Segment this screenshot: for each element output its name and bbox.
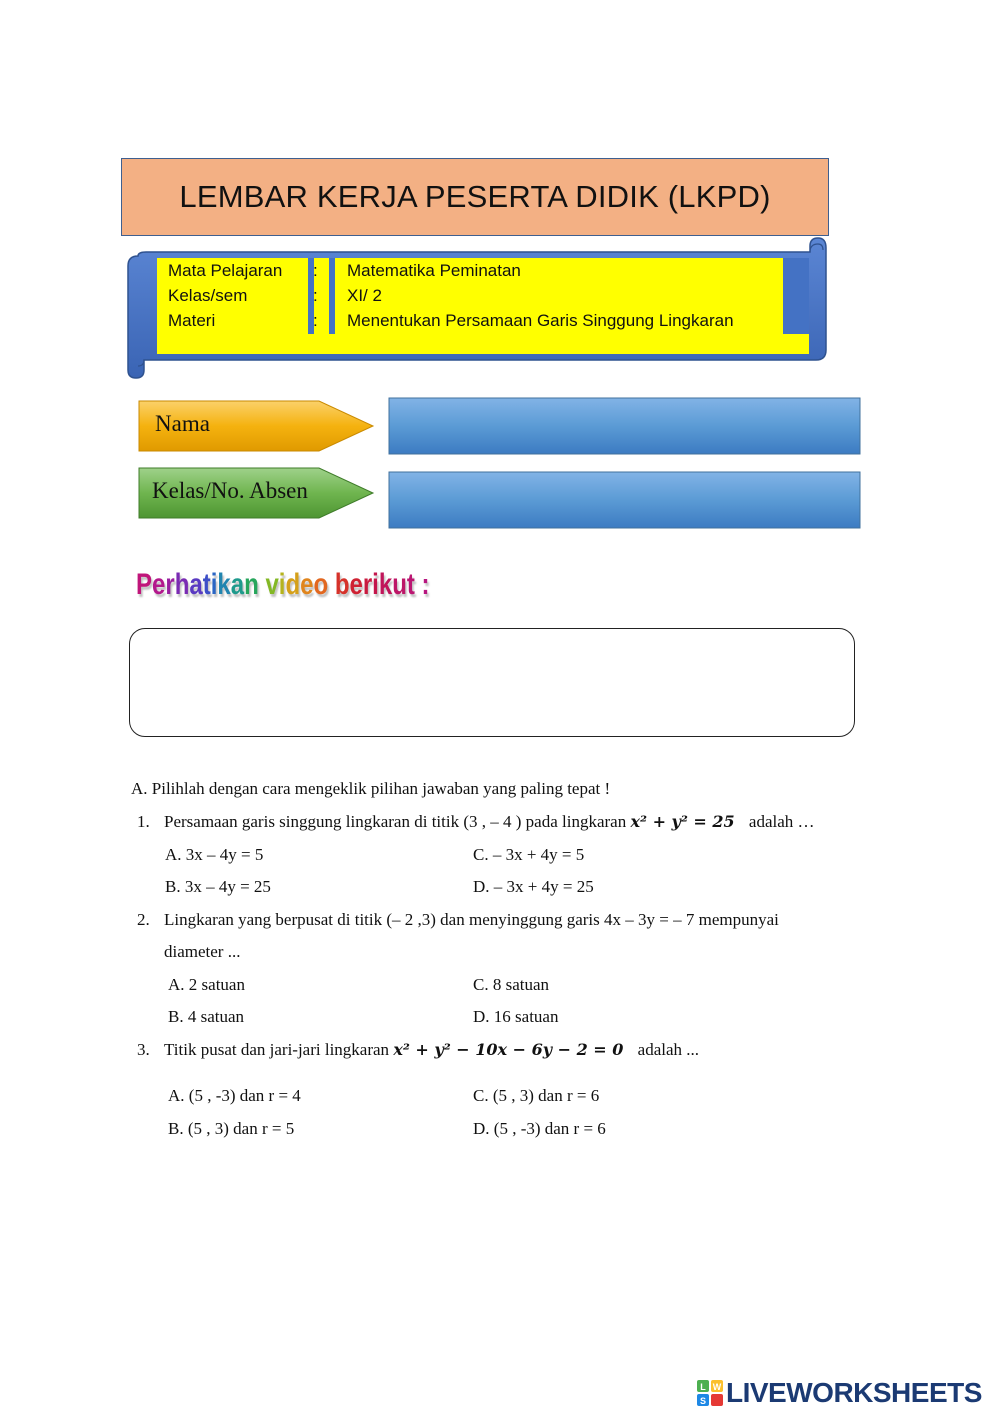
info-value: Menentukan Persamaan Garis Singgung Lingkaran xyxy=(347,310,734,330)
logo-icon-letter: S xyxy=(699,1396,707,1406)
video-heading-char: k xyxy=(378,568,393,601)
video-heading-char: r xyxy=(362,568,373,601)
worksheet-title-text: LEMBAR KERJA PESERTA DIDIK (LKPD) xyxy=(179,179,771,214)
video-heading-char: e xyxy=(349,568,363,601)
video-embed-box[interactable] xyxy=(129,628,855,737)
info-value: Matematika Peminatan xyxy=(347,260,521,280)
question-text-end: adalah … xyxy=(748,812,815,831)
video-heading-char: e xyxy=(152,568,166,601)
question-text-end: adalah ... xyxy=(637,1040,700,1059)
video-heading-char: a xyxy=(189,568,203,601)
video-heading-char: i xyxy=(372,568,379,601)
video-heading-char xyxy=(415,568,422,601)
question-3 xyxy=(137,1040,699,1060)
question-2 xyxy=(137,910,779,930)
info-sep: : xyxy=(313,285,318,305)
nama-input[interactable] xyxy=(388,397,861,455)
question-2-line2: diameter ... xyxy=(164,942,241,961)
info-label: Kelas/sem xyxy=(168,285,248,305)
video-heading xyxy=(136,568,430,602)
liveworksheets-logo[interactable] xyxy=(697,1377,982,1409)
video-heading-char: u xyxy=(392,568,407,601)
logo-icon-letter: L xyxy=(700,1382,706,1392)
video-heading-char: o xyxy=(313,568,329,601)
question-1 xyxy=(137,812,815,832)
q1-option-c[interactable]: C. – 3x + 4y = 5 xyxy=(473,845,585,864)
q3-option-b[interactable]: B. (5 , 3) dan r = 5 xyxy=(168,1119,295,1138)
question-number: 2. xyxy=(137,910,150,929)
q1-option-d[interactable]: D. – 3x + 4y = 25 xyxy=(473,877,594,896)
video-heading-char: i xyxy=(278,568,286,601)
video-heading-char: a xyxy=(230,568,245,601)
liveworksheets-icon xyxy=(697,1380,723,1406)
question-text: Lingkaran yang berpusat di titik (– 2 ,3) dan menyinggung garis 4x – 3y = – 7 mempunyai xyxy=(164,910,779,929)
video-heading-char xyxy=(259,568,266,601)
video-heading-char: P xyxy=(136,568,153,601)
section-a-instruction: A. Pilihlah dengan cara mengeklik pilihan jawaban yang paling tepat ! xyxy=(131,779,611,798)
video-heading-char: k xyxy=(217,568,231,601)
video-heading-char: i xyxy=(210,568,218,601)
kelas-input-bg xyxy=(388,471,861,529)
info-scroll-banner xyxy=(126,236,831,380)
video-heading-char: b xyxy=(334,568,350,601)
video-heading-char xyxy=(328,568,335,601)
info-row-class xyxy=(157,283,809,308)
question-math: x² + y² − 10x − 6y − 2 = 0 xyxy=(393,1040,624,1059)
video-heading-char: e xyxy=(300,568,314,601)
question-number: 3. xyxy=(137,1040,150,1059)
video-heading-char: h xyxy=(174,568,190,601)
question-text: Persamaan garis singgung lingkaran di titik (3 , – 4 ) pada lingkaran xyxy=(164,812,627,831)
nama-input-bg xyxy=(388,397,861,455)
info-sep: : xyxy=(313,310,318,330)
video-heading-char: v xyxy=(265,568,279,601)
info-label: Materi xyxy=(168,310,216,330)
q1-option-b[interactable]: B. 3x – 4y = 25 xyxy=(165,877,271,896)
video-heading-char: : xyxy=(421,568,430,601)
q2-option-d[interactable]: D. 16 satuan xyxy=(473,1007,559,1026)
info-label: Mata Pelajaran xyxy=(168,260,283,280)
q2-option-c[interactable]: C. 8 satuan xyxy=(473,975,550,994)
q2-option-a[interactable]: A. 2 satuan xyxy=(168,975,245,994)
q3-option-d[interactable]: D. (5 , -3) dan r = 6 xyxy=(473,1119,606,1138)
video-heading-char: t xyxy=(202,568,211,601)
info-sep: : xyxy=(313,260,318,280)
video-heading-char: n xyxy=(244,568,259,601)
q3-option-c[interactable]: C. (5 , 3) dan r = 6 xyxy=(473,1086,600,1105)
q3-option-a[interactable]: A. (5 , -3) dan r = 4 xyxy=(168,1086,301,1105)
nama-tag xyxy=(137,398,377,454)
question-number: 1. xyxy=(137,812,150,831)
info-row-material xyxy=(157,308,809,333)
q1-option-a[interactable]: A. 3x – 4y = 5 xyxy=(165,845,264,864)
info-row-subject xyxy=(157,258,809,283)
info-table xyxy=(157,258,809,333)
question-text: Titik pusat dan jari-jari lingkaran xyxy=(164,1040,390,1059)
kelas-tag xyxy=(137,465,377,521)
kelas-input[interactable] xyxy=(388,471,861,529)
liveworksheets-logo-text: LIVEWORKSHEETS xyxy=(726,1377,982,1408)
video-heading-char: d xyxy=(285,568,301,601)
q2-option-b[interactable]: B. 4 satuan xyxy=(168,1007,245,1026)
video-heading-char: r xyxy=(165,568,175,601)
nama-label: Nama xyxy=(155,411,210,436)
question-math: x² + y² = 25 xyxy=(630,812,735,831)
kelas-label: Kelas/No. Absen xyxy=(152,478,308,503)
video-heading-char: t xyxy=(406,568,415,601)
info-value: XI/ 2 xyxy=(347,285,382,305)
logo-icon-letter: W xyxy=(712,1382,722,1392)
worksheet-title xyxy=(121,158,829,236)
